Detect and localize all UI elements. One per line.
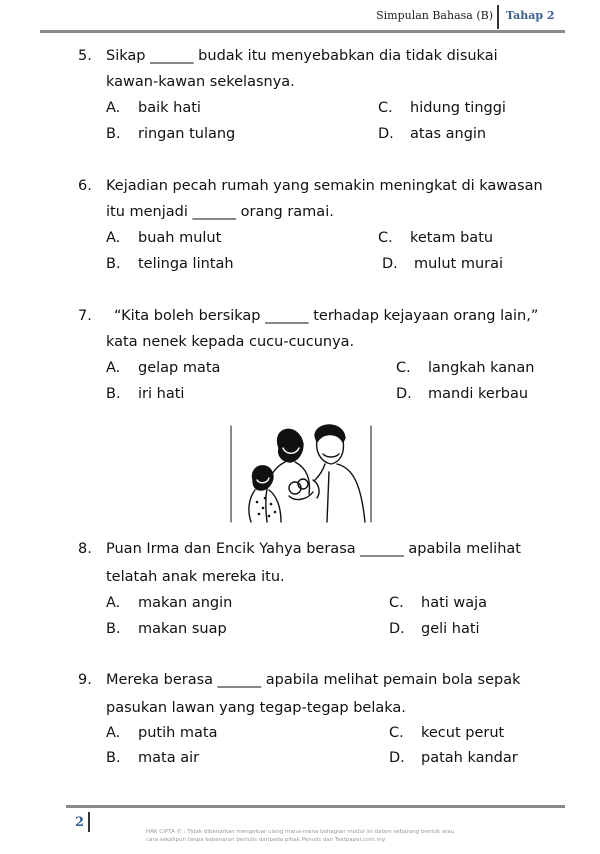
question-number: 5. bbox=[78, 48, 92, 64]
question-text-line-2: kata nenek kepada cucu-cucunya. bbox=[106, 334, 355, 350]
option-b[interactable]: B. iri hati bbox=[106, 386, 185, 402]
copyright-notice: HAK CIPTA © : Tidak dibenarkan mengeluar ulang mana-mana bahagian modul ini dalam sebarang bentuk atau cara sekalipun tanpa kebenaran bertulis daripada pihak Penulis dan Testpaper.com.my. bbox=[146, 829, 455, 843]
option-d[interactable]: D. mandi kerbau bbox=[396, 386, 529, 402]
option-d[interactable]: D. mulut murai bbox=[382, 256, 504, 272]
option-c[interactable]: C. langkah kanan bbox=[396, 360, 535, 376]
option-c[interactable]: C. kecut perut bbox=[389, 725, 505, 741]
question-text-line-2: kawan-kawan sekelasnya. bbox=[106, 74, 295, 90]
option-b[interactable]: B. ringan tulang bbox=[106, 126, 236, 142]
option-d[interactable]: D. atas angin bbox=[378, 126, 487, 142]
footer-rule bbox=[66, 805, 565, 808]
stage-label: Tahap 2 bbox=[506, 9, 555, 22]
question-text-line-2: telatah anak mereka itu. bbox=[106, 569, 285, 585]
option-c[interactable]: C. hati waja bbox=[389, 595, 488, 611]
option-a[interactable]: A. buah mulut bbox=[106, 230, 222, 246]
page-number: 2 bbox=[75, 815, 85, 830]
question-text-line-1: Sikap ______ budak itu menyebabkan dia tidak disukai bbox=[106, 48, 498, 64]
header-rule bbox=[40, 30, 565, 33]
question-number: 9. bbox=[78, 672, 92, 688]
option-a[interactable]: A. putih mata bbox=[106, 725, 218, 741]
question-text-line-2: pasukan lawan yang tegap-tegap belaka. bbox=[106, 700, 406, 716]
option-a[interactable]: A. makan angin bbox=[106, 595, 233, 611]
page-header bbox=[0, 0, 600, 40]
option-c[interactable]: C. ketam batu bbox=[378, 230, 494, 246]
option-a[interactable]: A. baik hati bbox=[106, 100, 201, 116]
question-text-line-2: itu menjadi ______ orang ramai. bbox=[106, 204, 334, 220]
option-d[interactable]: D. patah kandar bbox=[389, 750, 518, 766]
option-b[interactable]: B. telinga lintah bbox=[106, 256, 234, 272]
option-b[interactable]: B. makan suap bbox=[106, 621, 227, 637]
book-title: Simpulan Bahasa (B) bbox=[376, 9, 493, 22]
question-number: 8. bbox=[78, 541, 92, 557]
option-c[interactable]: C. hidung tinggi bbox=[378, 100, 506, 116]
header-divider bbox=[497, 5, 499, 29]
option-a[interactable]: A. gelap mata bbox=[106, 360, 221, 376]
question-text-line-1: “Kita boleh bersikap ______ terhadap kejayaan orang lain,” bbox=[114, 308, 539, 324]
question-text-line-1: Mereka berasa ______ apabila melihat pemain bola sepak bbox=[106, 672, 521, 688]
option-b[interactable]: B. mata air bbox=[106, 750, 200, 766]
question-text-line-1: Puan Irma dan Encik Yahya berasa ______ apabila melihat bbox=[106, 541, 521, 557]
footer-divider bbox=[88, 812, 90, 832]
question-text-line-1: Kejadian pecah rumah yang semakin meningkat di kawasan bbox=[106, 178, 543, 194]
option-d[interactable]: D. geli hati bbox=[389, 621, 480, 637]
family-illustration bbox=[229, 418, 373, 526]
question-number: 6. bbox=[78, 178, 92, 194]
question-number: 7. bbox=[78, 308, 92, 324]
